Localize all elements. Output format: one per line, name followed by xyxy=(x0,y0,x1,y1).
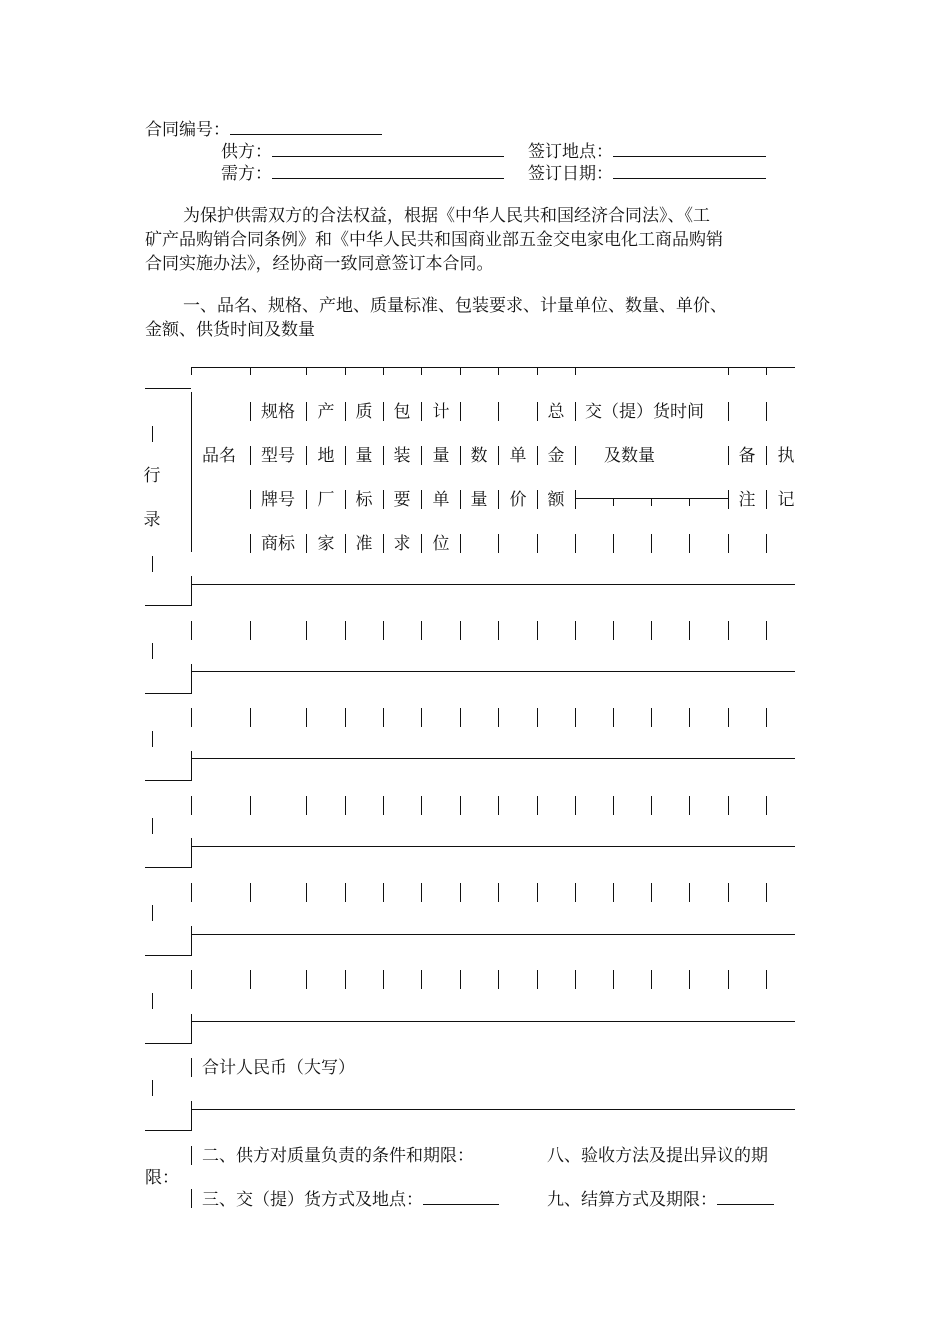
section-3: 三、交（提）货方式及地点： xyxy=(202,1190,423,1210)
section-9-row xyxy=(547,1188,774,1211)
cell-sep xyxy=(383,534,384,553)
cell-sep xyxy=(460,796,461,815)
side-rule xyxy=(145,1130,191,1131)
contract-number-field[interactable] xyxy=(230,118,382,135)
cell-sep xyxy=(383,446,384,465)
col-quality-4: 准 xyxy=(355,534,373,554)
cell-sep xyxy=(766,490,767,509)
signing-date-field[interactable] xyxy=(613,162,766,179)
cell-sep xyxy=(345,402,346,421)
cell-sep xyxy=(460,708,461,727)
cell-sep xyxy=(460,883,461,902)
cell-sep xyxy=(498,534,499,553)
col-remark-2: 注 xyxy=(738,490,756,510)
cell-sep xyxy=(498,446,499,465)
side-rule xyxy=(145,867,191,868)
cell-sep xyxy=(651,708,652,727)
cell-sep xyxy=(421,446,422,465)
section-3-row xyxy=(202,1188,499,1211)
cell-sep xyxy=(460,621,461,640)
cell-sep xyxy=(383,708,384,727)
col-exec-2: 记 xyxy=(777,490,795,510)
cell-sep xyxy=(613,970,614,989)
table-top-border xyxy=(191,367,795,368)
contract-number-row xyxy=(145,118,382,141)
cell-sep xyxy=(498,621,499,640)
cell-sep xyxy=(537,883,538,902)
side-label-1: 行 xyxy=(143,466,161,486)
cell-sep xyxy=(191,1146,192,1165)
tick xyxy=(728,367,729,375)
cell-sep xyxy=(498,883,499,902)
cell-sep xyxy=(766,883,767,902)
col-price-2: 价 xyxy=(509,490,527,510)
cell-sep xyxy=(537,402,538,421)
tick xyxy=(766,367,767,375)
side-bar xyxy=(152,905,153,921)
col-unit-4: 位 xyxy=(432,534,450,554)
col-amount-2: 金 xyxy=(547,446,565,466)
tick xyxy=(537,367,538,375)
total-label: 合计人民币（大写） xyxy=(202,1058,355,1078)
col-amount-1: 总 xyxy=(547,402,565,422)
supplier-row xyxy=(221,140,504,163)
section-9-field[interactable] xyxy=(717,1188,774,1205)
cell-sep xyxy=(306,621,307,640)
cell-sep xyxy=(421,708,422,727)
cell-sep xyxy=(766,708,767,727)
side-rule xyxy=(145,780,191,781)
row-edge xyxy=(191,1101,192,1131)
cell-sep xyxy=(537,446,538,465)
section-8-continued: 限： xyxy=(145,1168,179,1188)
cell-sep xyxy=(250,534,251,553)
cell-sep xyxy=(383,621,384,640)
cell-sep xyxy=(728,534,729,553)
cell-sep xyxy=(766,970,767,989)
cell-sep xyxy=(306,970,307,989)
cell-sep xyxy=(537,970,538,989)
cell-sep xyxy=(728,402,729,421)
section1-line-2: 金额、供货时间及数量 xyxy=(145,320,315,340)
cell-sep xyxy=(383,970,384,989)
cell-sep xyxy=(191,621,192,640)
cell-sep xyxy=(306,796,307,815)
col-unit-3: 单 xyxy=(432,490,450,510)
cell-sep xyxy=(191,1058,192,1077)
cell-sep xyxy=(383,402,384,421)
cell-sep xyxy=(306,883,307,902)
buyer-row xyxy=(221,162,504,185)
signing-date-row xyxy=(528,162,766,185)
cell-sep xyxy=(345,446,346,465)
cell-sep xyxy=(421,621,422,640)
cell-sep xyxy=(537,621,538,640)
side-rule xyxy=(145,388,191,389)
col-delivery-2: 及数量 xyxy=(604,446,655,466)
cell-sep xyxy=(766,446,767,465)
row-divider xyxy=(191,934,795,935)
side-bar xyxy=(152,643,153,659)
col-pack-1: 包 xyxy=(393,402,411,422)
table-corner xyxy=(191,367,192,375)
cell-sep xyxy=(575,402,576,421)
cell-sep xyxy=(250,402,251,421)
col-origin-3: 厂 xyxy=(317,490,335,510)
cell-sep xyxy=(191,970,192,989)
tick xyxy=(383,367,384,375)
cell-sep xyxy=(575,534,576,553)
cell-sep xyxy=(689,970,690,989)
cell-sep xyxy=(575,446,576,465)
cell-sep xyxy=(345,534,346,553)
cell-sep xyxy=(575,796,576,815)
cell-sep xyxy=(306,534,307,553)
tick xyxy=(250,367,251,375)
supplier-field[interactable] xyxy=(272,140,504,157)
tick xyxy=(575,367,576,375)
contract-number-label: 合同编号： xyxy=(145,120,230,140)
col-amount-3: 额 xyxy=(547,490,565,510)
cell-sep xyxy=(460,970,461,989)
row-edge xyxy=(191,576,192,606)
cell-sep xyxy=(306,402,307,421)
cell-sep xyxy=(250,883,251,902)
cell-sep xyxy=(766,796,767,815)
cell-sep xyxy=(613,883,614,902)
cell-sep xyxy=(575,490,576,509)
side-bar xyxy=(152,1080,153,1096)
cell-sep xyxy=(575,621,576,640)
cell-sep xyxy=(345,621,346,640)
cell-sep xyxy=(250,446,251,465)
cell-sep xyxy=(383,796,384,815)
side-label-2: 录 xyxy=(143,510,161,530)
section-3-field[interactable] xyxy=(423,1188,499,1205)
col-qty-1: 数 xyxy=(470,446,488,466)
row-divider xyxy=(191,1109,795,1110)
cell-sep xyxy=(460,534,461,553)
side-rule xyxy=(145,1043,191,1044)
cell-sep xyxy=(537,534,538,553)
row-divider xyxy=(191,846,795,847)
cell-sep xyxy=(421,970,422,989)
col-origin-4: 家 xyxy=(317,534,335,554)
cell-sep xyxy=(421,490,422,509)
buyer-field[interactable] xyxy=(272,162,504,179)
cell-sep xyxy=(728,970,729,989)
col-origin-1: 产 xyxy=(317,402,335,422)
buyer-label: 需方： xyxy=(221,164,272,184)
row-divider xyxy=(191,584,795,585)
section-8: 八、验收方法及提出异议的期 xyxy=(547,1146,768,1166)
side-rule xyxy=(145,955,191,956)
cell-sep xyxy=(306,708,307,727)
cell-sep xyxy=(460,490,461,509)
col-quality-2: 量 xyxy=(355,446,373,466)
cell-sep xyxy=(537,490,538,509)
cell-sep xyxy=(345,796,346,815)
cell-sep xyxy=(498,970,499,989)
col-price-1: 单 xyxy=(509,446,527,466)
row-edge xyxy=(191,751,192,781)
cell-sep xyxy=(421,796,422,815)
cell-sep xyxy=(306,446,307,465)
cell-sep xyxy=(728,883,729,902)
cell-sep xyxy=(191,796,192,815)
supplier-label: 供方： xyxy=(221,142,272,162)
cell-sep xyxy=(421,402,422,421)
col-origin-2: 地 xyxy=(317,446,335,466)
col-name: 品名 xyxy=(202,446,236,466)
side-bar xyxy=(152,426,153,442)
col-pack-4: 求 xyxy=(393,534,411,554)
tick xyxy=(460,367,461,375)
signing-place-field[interactable] xyxy=(613,140,766,157)
row-edge xyxy=(191,926,192,956)
cell-sep xyxy=(383,490,384,509)
cell-sep xyxy=(728,621,729,640)
cell-sep xyxy=(575,708,576,727)
tick xyxy=(651,498,652,506)
cell-sep xyxy=(383,883,384,902)
row-edge xyxy=(191,838,192,868)
cell-sep xyxy=(498,796,499,815)
cell-sep xyxy=(250,708,251,727)
col-unit-2: 量 xyxy=(432,446,450,466)
cell-sep xyxy=(498,402,499,421)
tick xyxy=(345,367,346,375)
cell-sep xyxy=(250,490,251,509)
cell-sep xyxy=(728,490,729,509)
cell-sep xyxy=(613,708,614,727)
tick xyxy=(498,367,499,375)
cell-sep xyxy=(345,970,346,989)
section-2: 二、供方对质量负责的条件和期限： xyxy=(202,1146,474,1166)
tick xyxy=(689,498,690,506)
intro-line-3: 合同实施办法》，经协商一致同意签订本合同。 xyxy=(145,254,494,274)
col-spec-4: 商标 xyxy=(261,534,295,554)
tick xyxy=(421,367,422,375)
cell-sep xyxy=(613,621,614,640)
cell-sep xyxy=(345,883,346,902)
cell-sep xyxy=(345,708,346,727)
cell-sep xyxy=(498,708,499,727)
col-pack-3: 要 xyxy=(393,490,411,510)
col-qty-2: 量 xyxy=(470,490,488,510)
cell-sep xyxy=(613,534,614,553)
row-divider xyxy=(191,671,795,672)
cell-sep xyxy=(689,796,690,815)
cell-sep xyxy=(651,621,652,640)
cell-sep xyxy=(689,534,690,553)
col-quality-1: 质 xyxy=(355,402,373,422)
col-spec-2: 型号 xyxy=(261,446,295,466)
cell-sep xyxy=(250,970,251,989)
cell-sep xyxy=(651,534,652,553)
row-edge xyxy=(191,1014,192,1044)
col-delivery-1: 交（提）货时间 xyxy=(585,402,704,422)
cell-sep xyxy=(689,708,690,727)
cell-sep xyxy=(306,490,307,509)
col-unit-1: 计 xyxy=(432,402,450,422)
col-quality-3: 标 xyxy=(355,490,373,510)
cell-sep xyxy=(766,402,767,421)
side-bar xyxy=(152,818,153,834)
cell-sep xyxy=(575,970,576,989)
col-remark-1: 备 xyxy=(738,446,756,466)
side-rule xyxy=(145,605,191,606)
side-bar xyxy=(152,556,153,572)
cell-sep xyxy=(421,883,422,902)
col-spec-3: 牌号 xyxy=(261,490,295,510)
cell-sep xyxy=(498,490,499,509)
cell-sep xyxy=(537,708,538,727)
cell-sep xyxy=(651,796,652,815)
intro-line-1: 为保护供需双方的合法权益，根据《中华人民共和国经济合同法》、《工 xyxy=(183,206,710,226)
intro-line-2: 矿产品购销合同条例》和《中华人民共和国商业部五金交电家电化工商品购销 xyxy=(145,230,723,250)
cell-sep xyxy=(766,534,767,553)
cell-sep xyxy=(191,883,192,902)
cell-sep xyxy=(575,883,576,902)
side-rule xyxy=(145,693,191,694)
cell-sep xyxy=(728,708,729,727)
side-bar xyxy=(152,993,153,1009)
col-exec-1: 执 xyxy=(777,446,795,466)
tick xyxy=(306,367,307,375)
cell-sep xyxy=(766,621,767,640)
cell-sep xyxy=(537,796,538,815)
cell-sep xyxy=(421,534,422,553)
cell-sep xyxy=(250,796,251,815)
cell-sep[interactable] xyxy=(250,621,251,640)
row-divider xyxy=(191,1021,795,1022)
signing-place-label: 签订地点： xyxy=(528,142,613,162)
cell-sep xyxy=(689,883,690,902)
table-left-border xyxy=(191,392,192,552)
row-divider xyxy=(191,758,795,759)
row-edge xyxy=(191,664,192,694)
cell-sep xyxy=(345,490,346,509)
cell-sep xyxy=(613,796,614,815)
signing-date-label: 签订日期： xyxy=(528,164,613,184)
cell-sep xyxy=(728,446,729,465)
col-spec-1: 规格 xyxy=(261,402,295,422)
cell-sep xyxy=(651,883,652,902)
col-pack-2: 装 xyxy=(393,446,411,466)
tick xyxy=(613,498,614,506)
cell-sep xyxy=(191,708,192,727)
cell-sep xyxy=(460,446,461,465)
section-9: 九、结算方式及期限： xyxy=(547,1190,717,1210)
cell-sep xyxy=(191,1189,192,1208)
signing-place-row xyxy=(528,140,766,163)
cell-sep xyxy=(689,621,690,640)
cell-sep xyxy=(460,402,461,421)
section1-line-1: 一、品名、规格、产地、质量标准、包装要求、计量单位、数量、单价、 xyxy=(183,296,727,316)
cell-sep xyxy=(728,796,729,815)
side-bar xyxy=(152,731,153,747)
cell-sep xyxy=(651,970,652,989)
